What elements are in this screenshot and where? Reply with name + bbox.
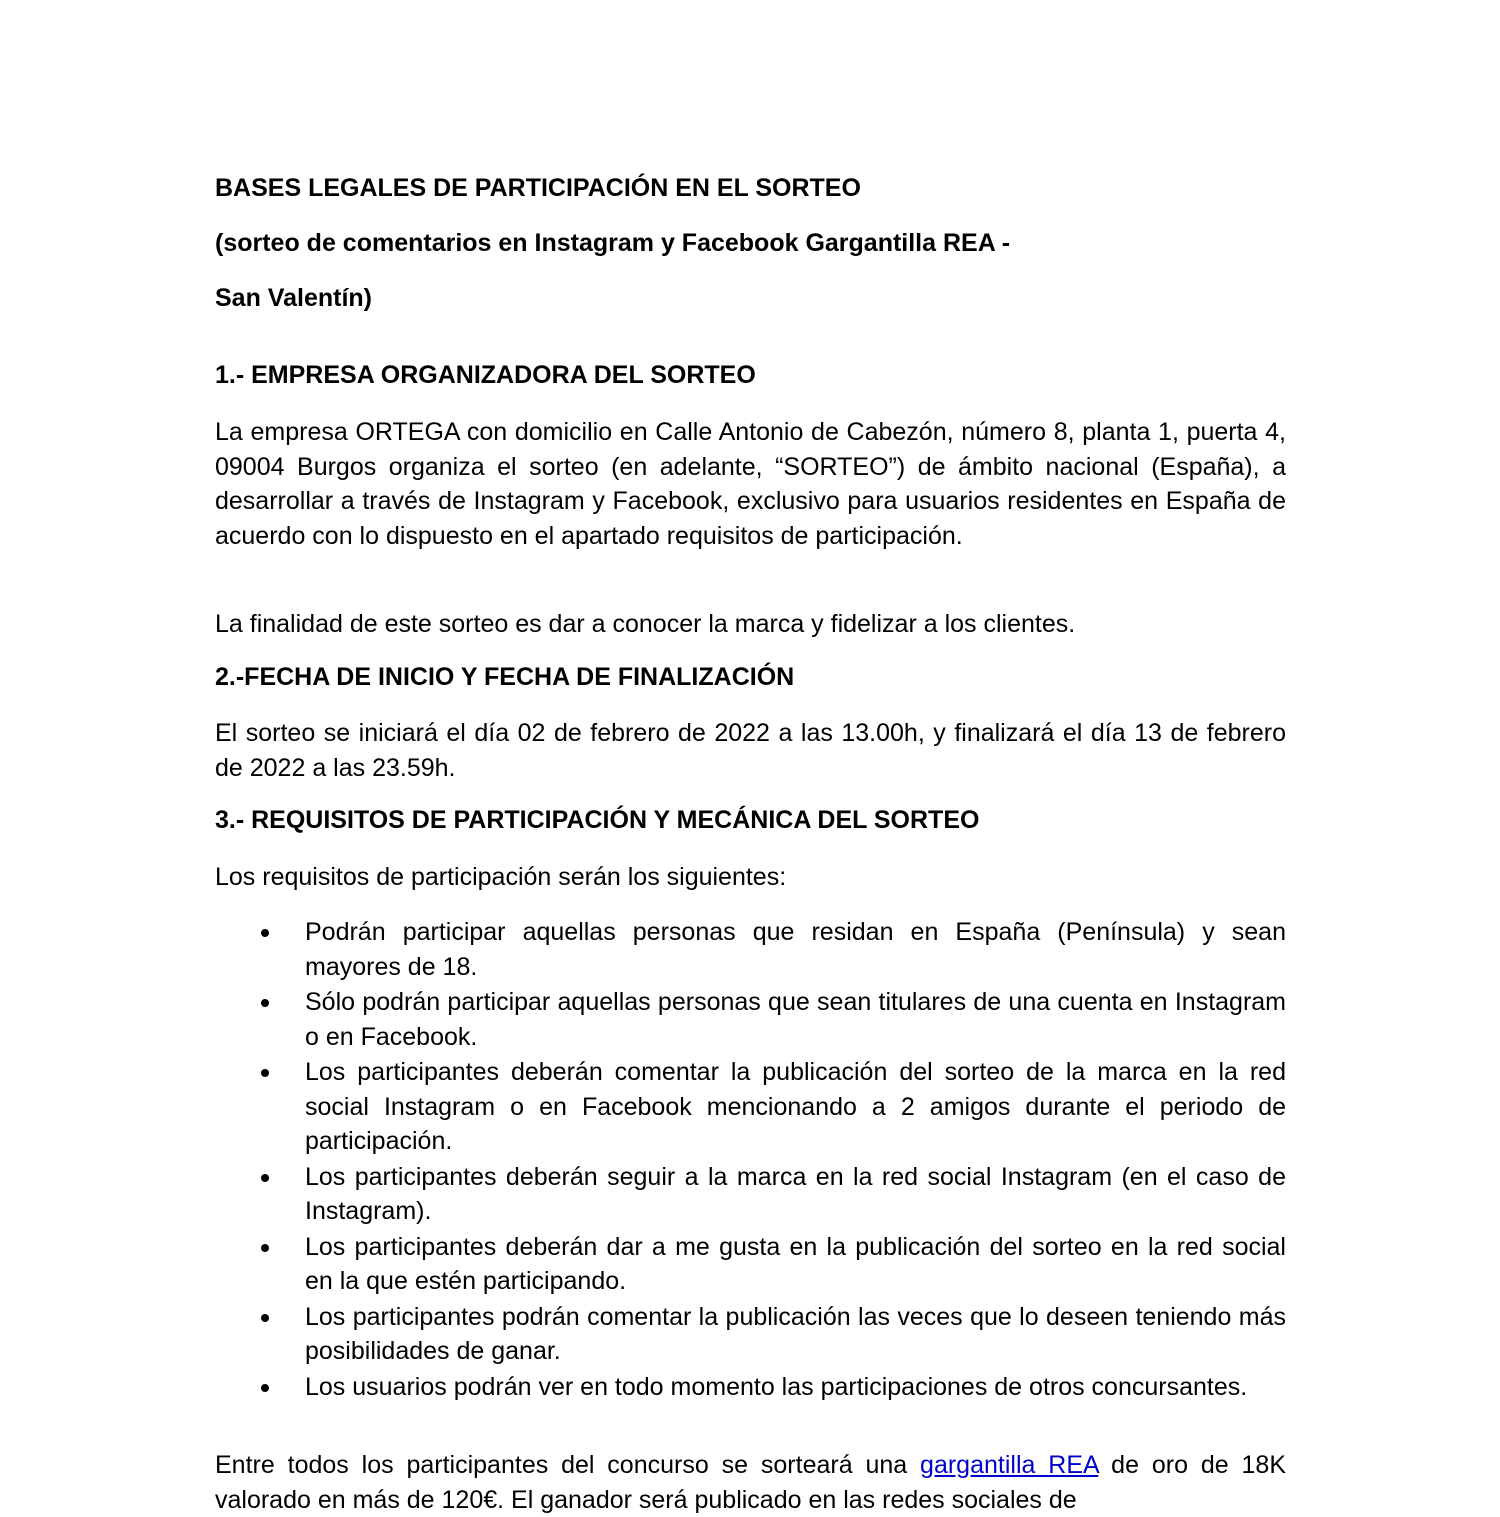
bullet-icon — [261, 999, 269, 1007]
list-item: Los participantes deberán seguir a la marca en la red social Instagram (en el caso de Instagram). — [215, 1160, 1286, 1229]
list-item: Los participantes deberán dar a me gusta en la publicación del sorteo en la red social en la que estén participando. — [215, 1230, 1286, 1299]
section-2-heading: 2.-FECHA DE INICIO Y FECHA DE FINALIZACIÓN — [215, 663, 795, 691]
section-3-closing-paragraph: Entre todos los participantes del concurso se sorteará una gargantilla REA de oro de 18K valorado en más de 120€. El ganador será publicado en las redes sociales de — [215, 1451, 1286, 1514]
section-3-intro: Los requisitos de participación serán los siguientes: — [215, 863, 787, 891]
document-title-line-2: (sorteo de comentarios en Instagram y Facebook Gargantilla REA - — [215, 229, 1011, 257]
section-3-heading: 3.- REQUISITOS DE PARTICIPACIÓN Y MECÁNICA DEL SORTEO — [215, 806, 980, 834]
section-1-paragraph-1: La empresa ORTEGA con domicilio en Calle Antonio de Cabezón, número 8, planta 1, puerta 4, 09004 Burgos organiza el sorteo (en adelante, “SORTEO”) de ámbito nacional (España), a desarrollar a través de Instagram y Facebook, exclusivo para usuarios residentes en España de acuerdo con lo dispuesto en el apartado requisitos de participación. — [215, 418, 1286, 550]
list-item: Podrán participar aquellas personas que residan en España (Península) y sean mayores de 18. — [215, 915, 1286, 984]
section-1-paragraph-2: La finalidad de este sorteo es dar a conocer la marca y fidelizar a los clientes. — [215, 610, 1076, 638]
bullet-icon — [261, 1244, 269, 1252]
section-1-heading: 1.- EMPRESA ORGANIZADORA DEL SORTEO — [215, 361, 756, 389]
bullet-icon — [261, 929, 269, 937]
bullet-icon — [261, 1174, 269, 1182]
list-item: Los participantes deberán comentar la publicación del sorteo de la marca en la red social Instagram o en Facebook mencionando a 2 amigos durante el periodo de participación. — [215, 1055, 1286, 1159]
document-title-line-3: San Valentín) — [215, 284, 372, 312]
list-item: Los usuarios podrán ver en todo momento las participaciones de otros concursantes. — [215, 1370, 1286, 1405]
section-2-paragraph-1: El sorteo se iniciará el día 02 de febrero de 2022 a las 13.00h, y finalizará el día 13 de febrero de 2022 a las 23.59h. — [215, 719, 1286, 782]
list-item: Sólo podrán participar aquellas personas que sean titulares de una cuenta en Instagram o en Facebook. — [215, 985, 1286, 1054]
requirements-list — [215, 915, 1286, 1405]
list-item: Los participantes podrán comentar la publicación las veces que lo deseen teniendo más posibilidades de ganar. — [215, 1300, 1286, 1369]
gargantilla-rea-link[interactable]: gargantilla REA — [920, 1451, 1099, 1479]
bullet-icon — [261, 1384, 269, 1392]
document-title-line-1: BASES LEGALES DE PARTICIPACIÓN EN EL SORTEO — [215, 174, 861, 202]
bullet-icon — [261, 1069, 269, 1077]
bullet-icon — [261, 1314, 269, 1322]
